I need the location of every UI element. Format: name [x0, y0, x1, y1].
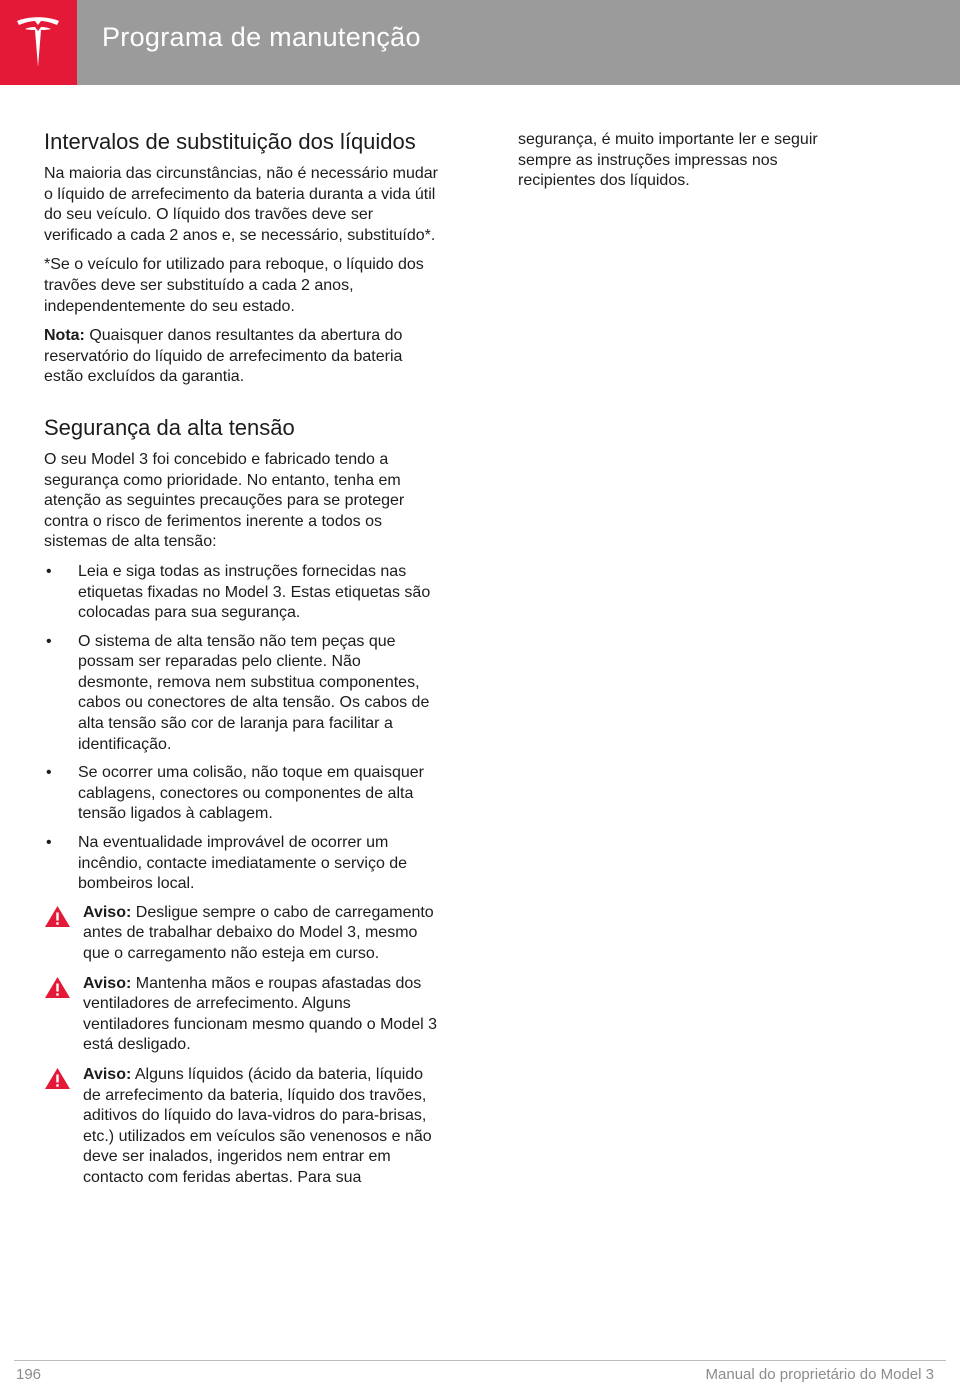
warning-triangle-icon: [44, 905, 71, 928]
warning-block: [44, 974, 439, 1056]
list-item: [44, 562, 439, 624]
list-item: [44, 632, 439, 756]
section-heading-fluid-intervals: Intervalos de substituição dos líquidos: [44, 129, 416, 154]
paragraph-coolant: Na maioria das circunstâncias, não é necessário mudar o líquido de arrefecimento da bateria duranta a vida útil do seu veículo. O líquido dos travões deve ser verificado a cada 2 anos e, se necessário, substituído*.: [44, 165, 438, 244]
bullet-text: Leia e siga todas as instruções fornecidas nas etiquetas fixadas no Model 3. Estas etiquetas são colocadas para sua segurança.: [78, 562, 431, 622]
paragraph-continuation: segurança, é muito importante ler e seguir sempre as instruções impressas nos recipientes dos líquidos.: [518, 131, 818, 190]
footer-manual-title: Manual do proprietário do Model 3: [705, 1366, 934, 1383]
tesla-logo-icon: [14, 17, 62, 69]
list-item: [44, 833, 439, 895]
page-title: Programa de manutenção: [102, 22, 421, 52]
page-number: 196: [16, 1366, 42, 1383]
warning-label: Aviso:: [83, 1065, 132, 1083]
bullet-text: O sistema de alta tensão não tem peças que possam ser reparadas pelo cliente. Não desmonte, remova nem substitua componentes, cabos ou conectores de alta tensão. Os cabos de alta tensão são cor de laranja para facilitar a identificação.: [78, 632, 430, 753]
warning-triangle-icon: [44, 1067, 71, 1090]
paragraph-high-voltage-intro: O seu Model 3 foi concebido e fabricado tendo a segurança como prioridade. No entanto, tenha em atenção as seguintes precauções para se proteger contra o risco de ferimentos inerente a todos os sistemas de alta tensão:: [44, 450, 405, 551]
warning-label: Aviso:: [83, 903, 132, 921]
safety-bullet-list: [44, 562, 439, 895]
note-text: Quaisquer danos resultantes da abertura do reservatório do líquido de arrefecimento da bateria estão excluídos da garantia.: [44, 327, 403, 386]
bullet-icon: •: [46, 562, 52, 580]
brand-logo-box: [0, 0, 77, 85]
bullet-text: Se ocorrer uma colisão, não toque em quaisquer cablagens, conectores ou componentes de alta tensão ligados à cablagem.: [78, 764, 424, 823]
left-column: [44, 128, 439, 1198]
page-header: [0, 0, 960, 85]
list-item: [44, 763, 439, 825]
note-paragraph: [44, 326, 439, 388]
warning-block: [44, 1065, 439, 1189]
warning-text: Mantenha mãos e roupas afastadas dos ventiladores de arrefecimento. Alguns ventiladores funcionam mesmo quando o Model 3 está desligado.: [83, 974, 437, 1054]
bullet-icon: •: [46, 632, 52, 650]
note-label: Nota:: [44, 327, 85, 345]
bullet-icon: •: [46, 764, 52, 782]
section-heading-high-voltage: Segurança da alta tensão: [44, 414, 295, 440]
bullet-text: Na eventualidade improvável de ocorrer um incêndio, contacte imediatamente o serviço de bombeiros local.: [78, 834, 408, 893]
right-column: [518, 130, 848, 201]
warning-block: [44, 903, 439, 965]
warning-text: Alguns líquidos (ácido da bateria, líquido de arrefecimento da bateria, líquido dos travões, aditivos do líquido do lava-vidros do para-brisas, etc.) utilizados em veículos são venenosos e não deve ser inalados, ingeridos nem entrar em contacto com feridas abertas. Para sua: [83, 1065, 432, 1186]
paragraph-towing: *Se o veículo for utilizado para reboque, o líquido dos travões deve ser substituído a cada 2 anos, independentemente do seu estado.: [44, 256, 424, 315]
warning-triangle-icon: [44, 976, 71, 999]
warning-label: Aviso:: [83, 974, 132, 992]
bullet-icon: •: [46, 834, 52, 852]
footer-divider: [14, 1360, 946, 1361]
warning-text: Desligue sempre o cabo de carregamento antes de trabalhar debaixo do Model 3, mesmo que o carregamento não esteja em curso.: [83, 903, 434, 962]
